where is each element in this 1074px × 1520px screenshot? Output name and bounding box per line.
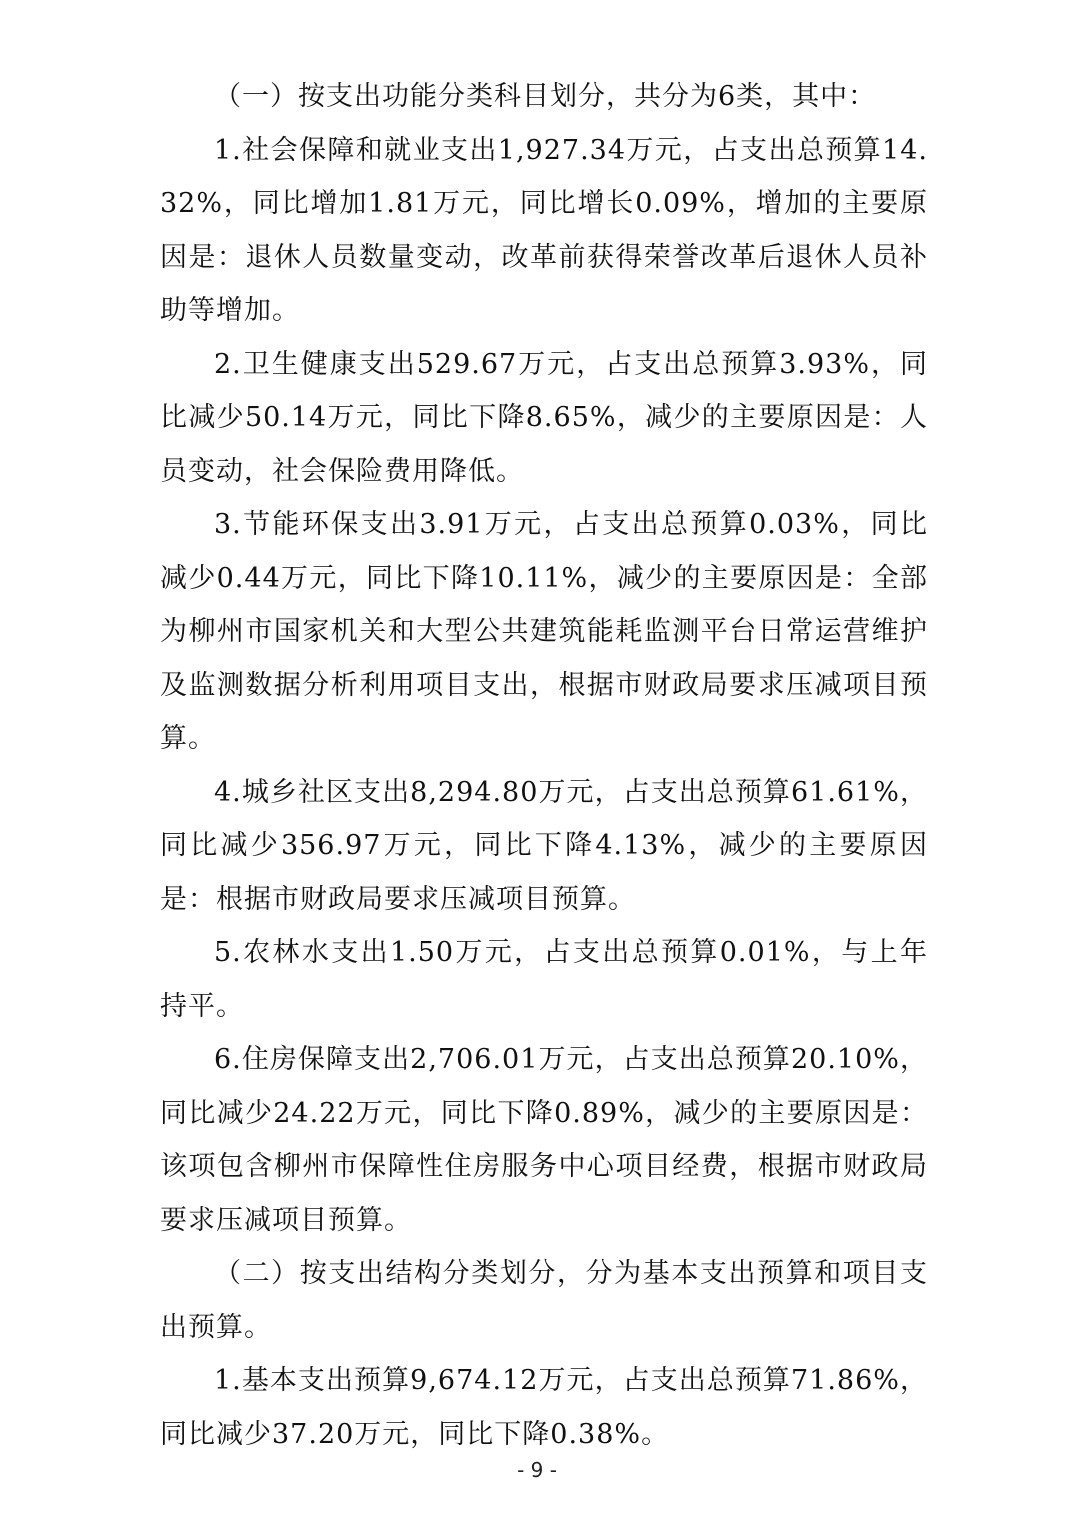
paragraph-social-security: 1.社会保障和就业支出1,927.34万元，占支出总预算14.32%，同比增加1.81万元，同比增长0.09%，增加的主要原因是：退休人员数量变动，改革前获得荣誉改革后退休人员补助等增加。 [160,134,928,326]
paragraph-housing: 6.住房保障支出2,706.01万元，占支出总预算20.10%，同比减少24.22万元，同比下降0.89%，减少的主要原因是：该项包含柳州市保障性住房服务中心项目经费，根据市财政局要求压减项目预算。 [160,1044,928,1236]
document-body [160,70,928,1461]
paragraph-energy-environment: 3.节能环保支出3.91万元，占支出总预算0.03%，同比减少0.44万元，同比下降10.11%，减少的主要原因是：全部为柳州市国家机关和大型公共建筑能耗监测平台日常运营维护及监测数据分析利用项目支出，根据市财政局要求压减项目预算。 [160,509,928,754]
paragraph-agriculture: 5.农林水支出1.50万元，占支出总预算0.01%，与上年持平。 [160,937,928,1022]
section-heading-structural: （二）按支出结构分类划分，分为基本支出预算和项目支出预算。 [160,1258,928,1343]
paragraph-urban-rural: 4.城乡社区支出8,294.80万元，占支出总预算61.61%，同比减少356.97万元，同比下降4.13%，减少的主要原因是：根据市财政局要求压减项目预算。 [160,776,928,915]
page-number: - 9 - [517,1458,557,1482]
section-heading-functional: （一）按支出功能分类科目划分，共分为6类，其中： [214,81,877,112]
paragraph-health: 2.卫生健康支出529.67万元，占支出总预算3.93%，同比减少50.14万元，同比下降8.65%，减少的主要原因是：人员变动，社会保险费用降低。 [160,348,928,487]
paragraph-basic-expenditure: 1.基本支出预算9,674.12万元，占支出总预算71.86%，同比减少37.20万元，同比下降0.38%。 [160,1365,928,1450]
